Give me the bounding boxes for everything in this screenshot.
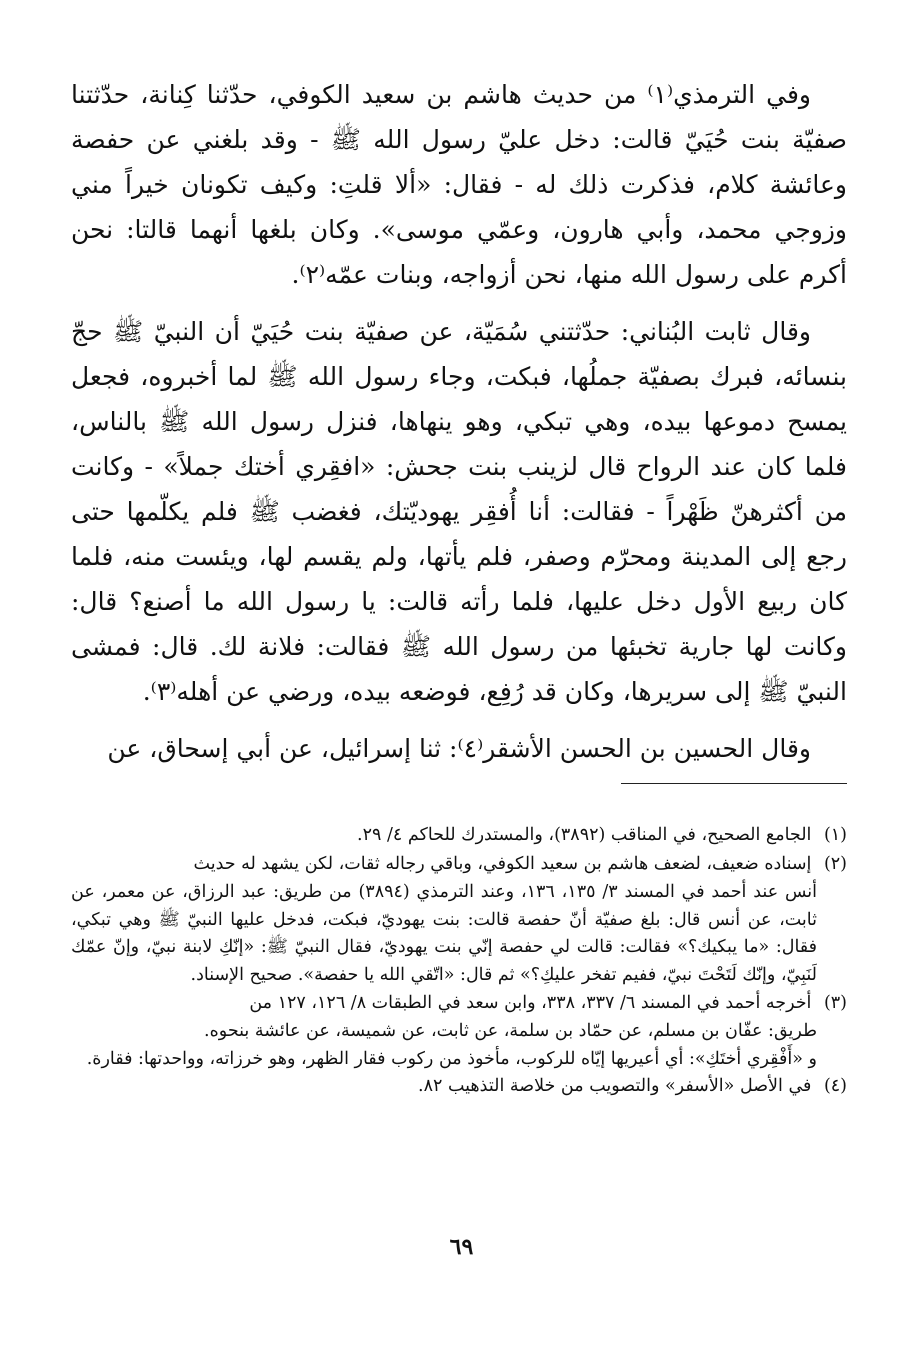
footnote-4 [71,1073,847,1101]
page-number: ٦٩ [449,1234,474,1260]
footnote-1 [71,822,847,850]
footnote-number: (٣) [823,992,847,1013]
footnote-text: أخرجه أحمد في المسند ٦/ ٣٣٧، ٣٣٨، وابن سعد في الطبقات ٨/ ١٢٦، ١٢٧ من [249,992,812,1013]
paragraph-husayn-hadith: وقال الحسين بن الحسن الأشقر⁽٤⁾: ثنا إسرائيل، عن أبي إسحاق، عن [107,734,811,763]
paragraph-thabit-hadith: وقال ثابت البُناني: حدّثتني سُمَيّة، عن صفيّة بنت حُيَيّ أن النبيّ ﷺ حجّ بنسائه، فبرك بصفيّة جملُها، فبكت، وجاء رسول الله ﷺ لما أخبروه، فجعل يمسح دموعها بيده، وهي تبكي، وهو ينهاها، فنزل رسول الله ﷺ بالناس، فلما كان عند الرواح قال لزينب بنت جحش: «افقِري أختك جملاً» - وكانت من أكثرهنّ ظَهْراً - فقالت: أنا أُفقِر يهوديّتك، فغضب ﷺ فلم يكلّمها حتى رجع إلى المدينة ومحرّم وصفر، فلم يأتها، ولم يقسم لها، ويئست منه، فلما كان ربيع الأول دخل عليها، فلما رأته قالت: يا رسول الله ما أصنع؟ قال: وكانت لها جارية تخبئها من رسول الله ﷺ فقالت: فلانة لك. قال: فمشى النبيّ ﷺ إلى سريرها، وكان قد رُفِع، فوضعه بيده، ورضي عن أهله⁽٣⁾. [71,317,847,706]
footnote-separator [621,783,847,784]
footnote-3-note: و «أَفْقِري أختَكِ»: أي أعيريها إيّاه للركوب، مأخوذ من ركوب فقار الظهر، وهو خرزاته، وواحدتها: فقارة. [86,1048,817,1069]
footnote-text: الجامع الصحيح، في المناقب (٣٨٩٢)، والمستدرك للحاكم ٤/ ٢٩. [357,825,812,845]
footnote-number: (٤) [823,1076,847,1097]
footnote-3-continuation: طريق: عفّان بن مسلم، عن حمّاد بن سلمة، عن ثابت، عن شميسة، عن عائشة بنحوه. [204,1021,817,1042]
footnotes [71,822,847,1102]
footnote-text: في الأصل «الأسفر» والتصويب من خلاصة التذهيب ٨٢. [418,1076,812,1097]
footnote-number: (١) [823,825,847,845]
paragraph-tirmidhi-hadith: وفي الترمذي⁽١⁾ من حديث هاشم بن سعيد الكوفي، حدّثنا كِنانة، حدّثتنا صفيّة بنت حُيَيّ قالت: دخل عليّ رسول الله ﷺ - وقد بلغني عن حفصة وعائشة كلام، فذكرت ذلك له - فقال: «ألا قلتِ: وكيف تكونان خيراً مني وزوجي محمد، وأبي هارون، وعمّي موسى». وكان بلغها أنهما قالتا: نحن أكرم على رسول الله منها، نحن أزواجه، وبنات عمّه⁽٢⁾. [71,80,847,289]
main-text [71,72,847,771]
footnote-2 [71,851,847,879]
footnote-text: إسناده ضعيف، لضعف هاشم بن سعيد الكوفي، وباقي رجاله ثقات، لكن يشهد له حديث [193,853,812,874]
footnote-number: (٢) [823,853,847,874]
footnote-2-continuation: أنس عند أحمد في المسند ٣/ ١٣٥، ١٣٦، وعند الترمذي (٣٨٩٤) من طريق: عبد الرزاق، عن معمر، عن ثابت، عن أنس قال: بلغ صفيّة أنّ حفصة قالت: بنت يهوديّ، فبكت، فدخل عليها النبيّ ﷺ وهي تبكي، فقال: «ما يبكيك؟» فقالت: قالت لي حفصة إنّي بنت يهوديّ، فقال النبيّ ﷺ: «إنّكِ لابنة نبيّ، وإنّ عمّك لَنَبِيّ، وإنّك لَتَحْتَ نبيّ، ففيم تفخر عليكِ؟» ثم قال: «اتّقي الله يا حفصة». صحيح الإسناد. [71,882,818,985]
footnote-3 [71,990,847,1018]
